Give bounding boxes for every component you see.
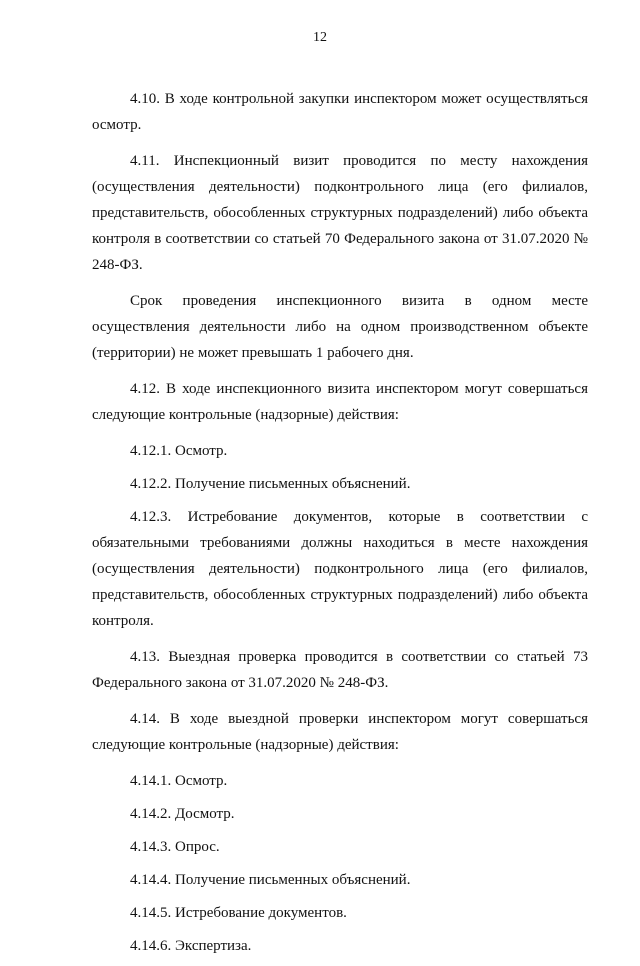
list-item-4-14-1: 4.14.1. Осмотр. [130, 773, 228, 789]
list-item-4-14-2: 4.14.2. Досмотр. [130, 806, 235, 822]
paragraph-4-13: 4.13. Выездная проверка проводится в соответствии со статьей 73 Федерального закона от 31.07.2020 № 248-ФЗ. [92, 649, 588, 691]
paragraph-4-14: 4.14. В ходе выездной проверки инспектором могут совершаться следующие контрольные (надзорные) действия: [92, 711, 588, 753]
paragraph-inspection-duration: Срок проведения инспекционного визита в одном месте осуществления деятельности либо на одном производственном объекте (территории) не может превышать 1 рабочего дня. [92, 293, 588, 361]
page-number: 12 [313, 30, 327, 45]
paragraph-4-12: 4.12. В ходе инспекционного визита инспектором могут совершаться следующие контрольные (надзорные) действия: [92, 381, 588, 423]
paragraph-4-11: 4.11. Инспекционный визит проводится по месту нахождения (осуществления деятельности) подконтрольного лица (его филиалов, представительств, обособленных структурных подразделений) либо объекта контроля в соответствии со статьей 70 Федерального закона от 31.07.2020 № 248-ФЗ. [92, 153, 588, 273]
list-item-4-12-3: 4.12.3. Истребование документов, которые в соответствии с обязательными требованиями должны находиться в месте нахождения (осуществления деятельности) подконтрольного лица (его филиалов, представительств, обособленных структурных подразделений) либо объекта контроля. [92, 509, 588, 629]
document-body [92, 86, 588, 966]
list-item-4-12-2: 4.12.2. Получение письменных объяснений. [130, 476, 411, 492]
list-item-4-14-4: 4.14.4. Получение письменных объяснений. [130, 872, 411, 888]
list-item-4-14-3: 4.14.3. Опрос. [130, 839, 220, 855]
list-item-4-14-5: 4.14.5. Истребование документов. [130, 905, 347, 921]
list-item-4-14-6: 4.14.6. Экспертиза. [130, 938, 252, 954]
paragraph-4-10: 4.10. В ходе контрольной закупки инспектором может осуществляться осмотр. [92, 91, 588, 133]
list-item-4-12-1: 4.12.1. Осмотр. [130, 443, 228, 459]
